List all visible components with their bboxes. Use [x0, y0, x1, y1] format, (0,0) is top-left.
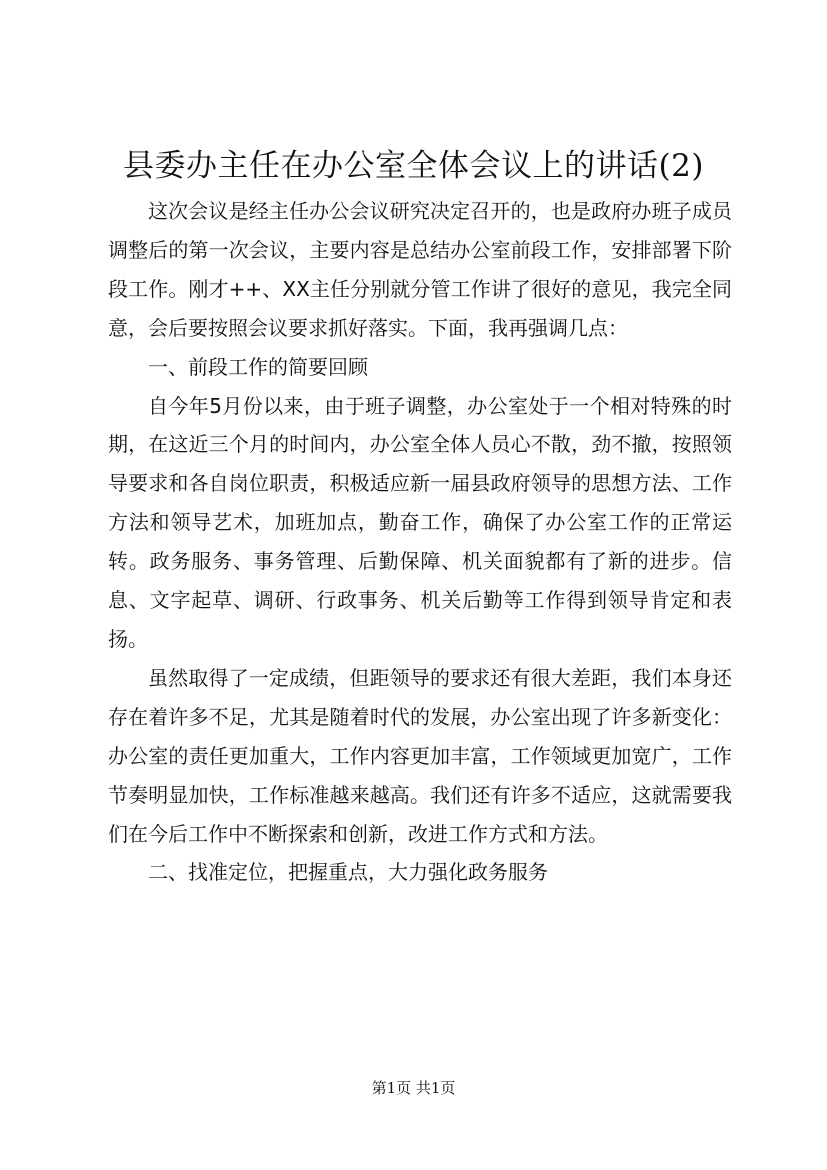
page-number-label: 第1页 共1页 [371, 1079, 456, 1097]
paragraph-review: 自今年5月份以来，由于班子调整，办公室处于一个相对特殊的时期，在这近三个月的时间内，办公室全体人员心不散，劲不撤，按照领导要求和各自岗位职责，积极适应新一届县政府领导的思想方法、工作方法和领导艺术，加班加点，勤奋工作，确保了办公室工作的正常运转。政务服务、事务管理、后勤保障、机关面貌都有了新的进步。信息、文字起草、调研、行政事务、机关后勤等工作得到领导肯定和表扬。 [108, 393, 732, 651]
page-footer [0, 1078, 827, 1098]
document-title: 县委办主任在办公室全体会议上的讲话(2) [123, 148, 704, 184]
paragraph-intro: 这次会议是经主任办公会议研究决定召开的，也是政府办班子成员调整后的第一次会议，主要内容是总结办公室前段工作，安排部署下阶段工作。刚才++、XX主任分别就分管工作讲了很好的意见，我完全同意，会后要按照会议要求抓好落实。下面，我再强调几点： [108, 199, 732, 340]
section-heading-2: 二、找准定位，把握重点，大力强化政务服务 [148, 860, 548, 885]
document-body [108, 192, 732, 892]
section-heading-1: 一、前段工作的简要回顾 [148, 354, 368, 379]
paragraph-shortcomings: 虽然取得了一定成绩，但距领导的要求还有很大差距，我们本身还存在着许多不足，尤其是随着时代的发展，办公室出现了许多新变化：办公室的责任更加重大，工作内容更加丰富，工作领域更加宽广，工作节奏明显加快，工作标准越来越高。我们还有许多不适应，这就需要我们在今后工作中不断探索和创新，改进工作方式和方法。 [108, 665, 732, 846]
